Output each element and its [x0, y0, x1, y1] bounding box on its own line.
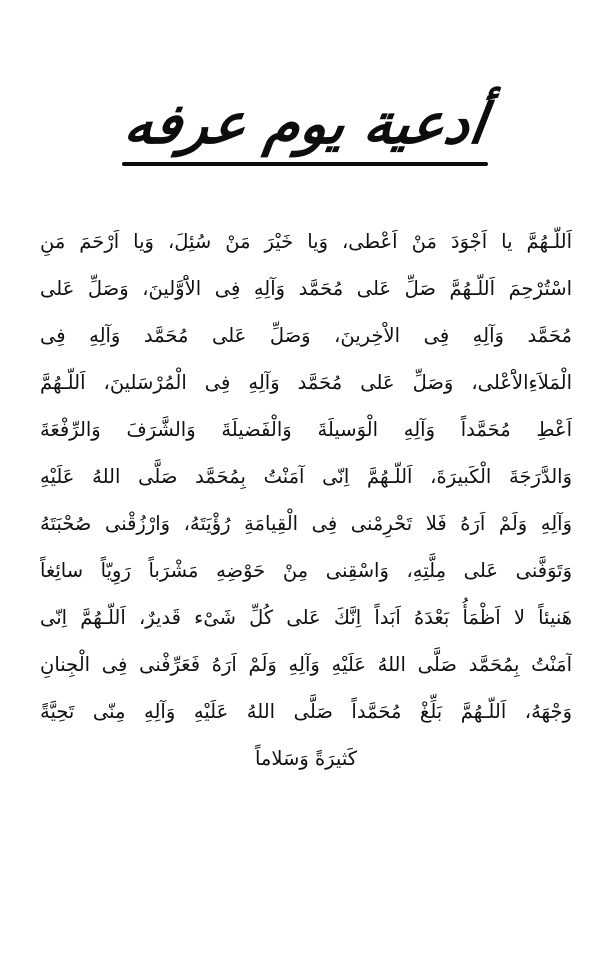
prayer-text [40, 218, 572, 782]
prayer-line: هَنيئاً لا اَظْمَأُ بَعْدَهُ اَبَداً اِنَّكَ عَلى كُلِّ شَىْء قَديرٌ، اَللّـهُمَّ اِنّى [40, 606, 572, 629]
prayer-line: وَتَوَفَّنى عَلى مِلَّتِهِ، وَاسْقِنى مِنْ حَوْضِهِ مَشْرَباً رَوِيّاً سائِغاً [40, 559, 572, 582]
page-title: أدعية يوم عرفه [120, 92, 490, 157]
prayer-line: وَآلِهِ وَلَمْ اَرَهُ فَلا تَحْرِمْنى فِى الْقِيامَةِ رُؤْيَتَهُ، وَارْزُقْنى صُحْبَتَهُ [40, 512, 572, 535]
prayer-line: اَللّـهُمَّ يا اَجْوَدَ مَنْ اَعْطى، وَيا خَيْرَ مَنْ سُئِلَ، وَيا اَرْحَمَ مَنِ [40, 230, 572, 253]
prayer-line: مُحَمَّد وَآلِهِ فِى الاْخِرينَ، وَصَلِّ عَلى مُحَمَّد وَآلِهِ فِى [40, 324, 572, 347]
title-underline [122, 162, 488, 166]
title-block [110, 82, 500, 182]
prayer-line: اَعْطِ مُحَمَّداً وَآلِهِ الْوَسيلَةَ وَالْفَضيلَةَ وَالشَّرَفَ وَالرِّفْعَةَ [40, 418, 572, 441]
prayer-line: آمَنْتُ بِمُحَمَّد صَلَّى اللهُ عَلَيْهِ وَآلِهِ وَلَمْ اَرَهُ فَعَرِّفْنى فِى الْجِنانِ [40, 653, 572, 676]
prayer-line: وَالدَّرَجَةَ الْكَبيرَةَ، اَللّـهُمَّ اِنّى آمَنْتُ بِمُحَمَّد صَلَّى اللهُ عَلَيْهِ [40, 465, 572, 488]
prayer-line: وَجْهَهُ، اَللّـهُمَّ بَلِّغْ مُحَمَّداً صَلَّى اللهُ عَلَيْهِ وَآلِهِ مِنّى تَحِيَّةً [40, 700, 572, 723]
prayer-line: الْمَلاَءِالاَْعْلى، وَصَلِّ عَلى مُحَمَّد وَآلِهِ فِى الْمُرْسَلينَ، اَللّـهُمَّ [40, 371, 572, 394]
prayer-line: كَثيرَةً وَسَلاماً [254, 747, 357, 770]
prayer-line: اسْتُرْحِمَ اَللّـهُمَّ صَلِّ عَلى مُحَمَّد وَآلِهِ فِى الاَْوَّلينَ، وَصَلِّ عَلى [40, 277, 572, 300]
